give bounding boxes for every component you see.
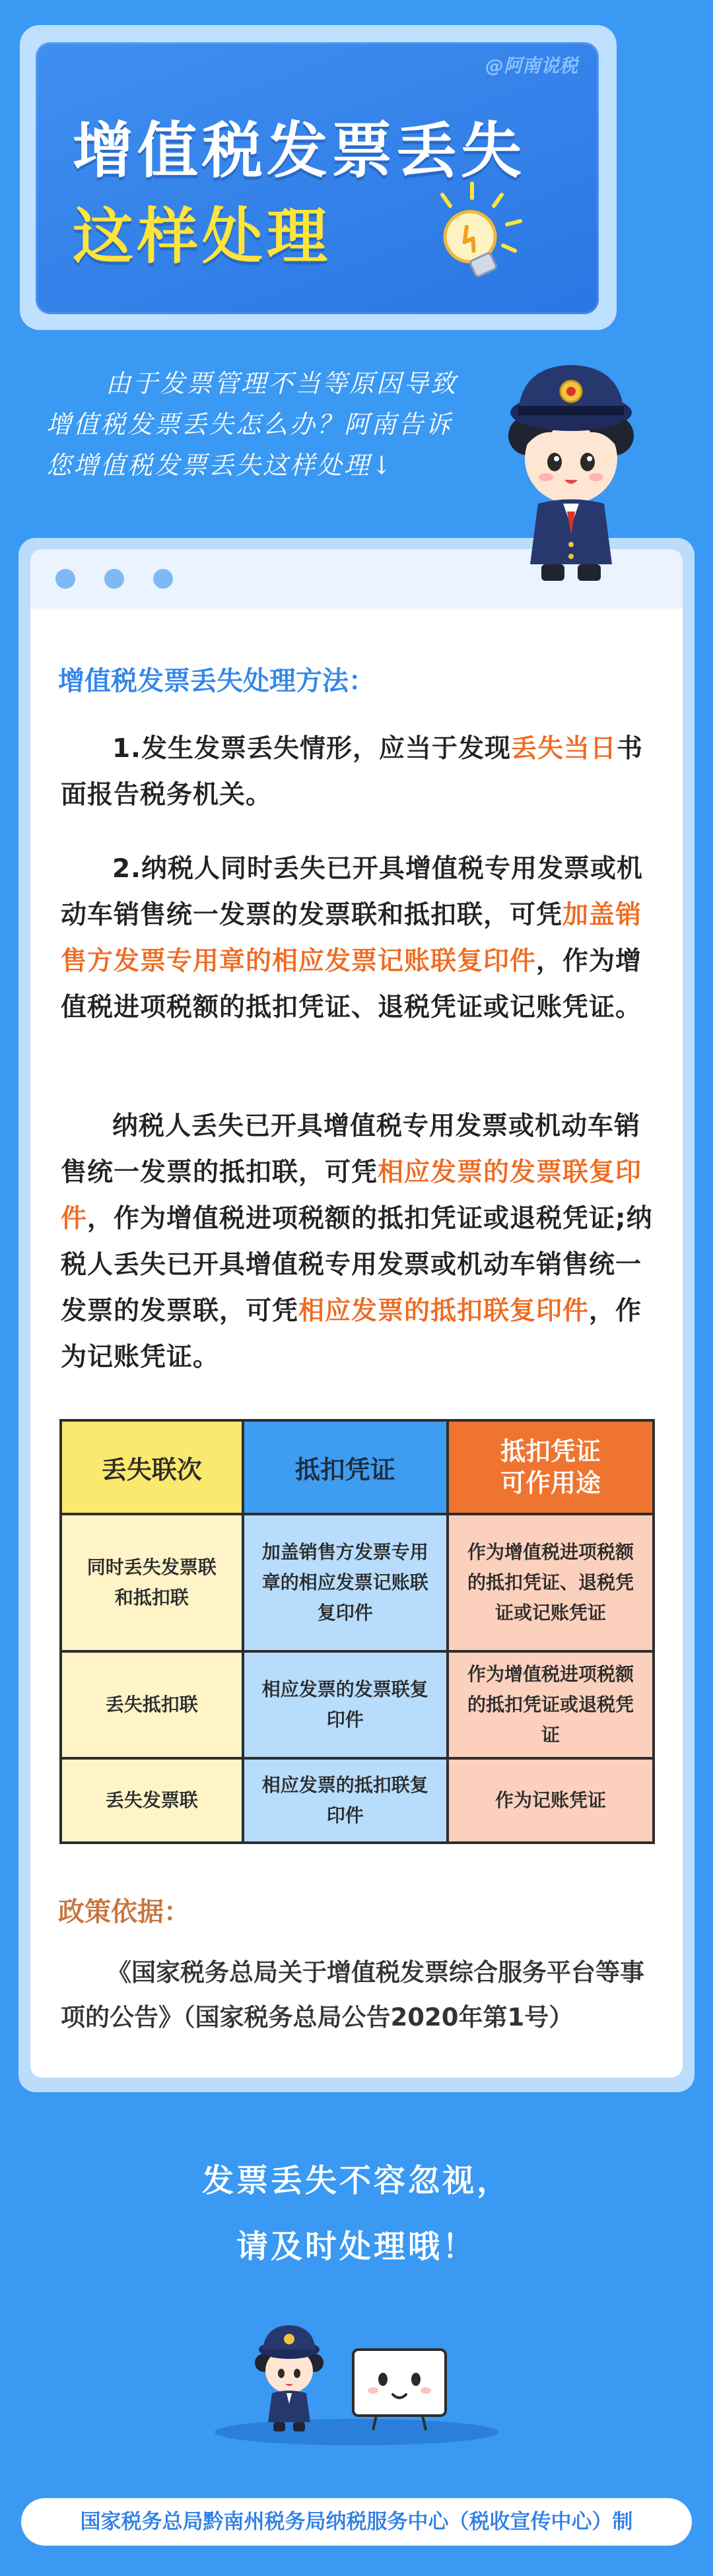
watermark: @阿南说税 (485, 55, 578, 77)
highlight-text: 加盖销售方发票专用章的相应发票记账联复印件 (61, 900, 642, 976)
policy-text: 《国家税务总局关于增值税发票综合服务平台等事项的公告》（国家税务总局公告2020年第1号） (61, 1958, 644, 2031)
intro-line: 增值税发票丢失怎么办？阿南告诉 (46, 410, 453, 439)
header-text: 抵扣凭证 (294, 1455, 395, 1484)
table-cell (448, 1514, 654, 1651)
page-title: 增值税发票丢失 (73, 116, 526, 186)
highlight-text: 丢失当日 (510, 734, 617, 764)
table-row (61, 1651, 654, 1758)
table-row (61, 1514, 654, 1651)
cell-text: 同时丢失发票联 和抵扣联 (86, 1556, 217, 1608)
cell-text: 相应发票的抵扣联复印件 (261, 1774, 428, 1826)
table-header (61, 1420, 243, 1514)
table-cell (448, 1651, 654, 1758)
table-cell (243, 1514, 448, 1651)
cell-text: 丢失抵扣联 (105, 1694, 198, 1715)
paragraph-text: ，作为增值税进项税额的抵扣凭证或退税凭证;纳税人丢失已开具增值税专用发票或机动车销售统一发票的发票联，可凭 (61, 1204, 653, 1326)
highlight-text: 相应发票的抵扣联复印件 (298, 1296, 590, 1326)
table-cell (448, 1758, 654, 1843)
closing-line-1: 发票丢失不容忽视， (201, 2162, 511, 2199)
page-subtitle: 这样处理 (73, 201, 332, 272)
tax-officer-mascot (492, 353, 650, 587)
paragraph-text: ，作为记账凭证。 (61, 1296, 642, 1372)
method-paragraph-2 (61, 846, 655, 1031)
cell-text: 作为记账凭证 (495, 1789, 607, 1811)
table-cell (61, 1514, 243, 1651)
table-header-row (61, 1420, 654, 1514)
cell-text: 相应发票的发票联复印件 (261, 1678, 428, 1731)
lightbulb-icon (416, 178, 528, 290)
paragraph-text: 1.发生发票丢失情形，应当于发现 (112, 734, 511, 764)
table-cell (61, 1758, 243, 1843)
intro-line: 您增值税发票丢失这样处理↓ (46, 451, 394, 480)
intro-text (46, 363, 502, 486)
header-text: 抵扣凭证 可作用途 (500, 1437, 601, 1498)
methods-heading: 增值税发票丢失处理方法： (58, 666, 375, 696)
window-dot (104, 569, 124, 589)
intro-line: 由于发票管理不当等原因导致 (106, 369, 458, 398)
table-header (243, 1420, 448, 1514)
policy-heading: 政策依据： (58, 1897, 190, 1927)
window-dot (153, 569, 173, 589)
footer-credit: 国家税务总局黔南州税务局纳税服务中心（税收宣传中心）制 (80, 2510, 633, 2534)
cell-text: 作为增值税进项税额的抵扣凭证、退税凭证或记账凭证 (467, 1541, 634, 1624)
loss-handling-table (59, 1419, 655, 1844)
mascot-and-invoice-illustration (205, 2310, 508, 2449)
method-paragraph-1 (61, 726, 655, 818)
paragraph-text: 书面报告税务机关。 (61, 734, 643, 810)
cell-text: 作为增值税进项税额的抵扣凭证或退税凭证 (467, 1663, 634, 1746)
cell-text: 丢失发票联 (105, 1789, 198, 1811)
paragraph-text: 2.纳税人同时丢失已开具增值税专用发票或机动车销售统一发票的发票联和抵扣联，可凭 (61, 854, 643, 930)
table-row (61, 1758, 654, 1843)
cell-text: 加盖销售方发票专用章的相应发票记账联复印件 (261, 1541, 428, 1624)
method-paragraph-3 (61, 1104, 655, 1381)
table-cell (61, 1651, 243, 1758)
table-cell (243, 1651, 448, 1758)
header-text: 丢失联次 (101, 1455, 202, 1484)
paragraph-text: ，作为增值税进项税额的抵扣凭证、退税凭证或记账凭证。 (61, 946, 642, 1022)
window-dot (55, 569, 75, 589)
highlight-text: 相应发票的发票联复印件 (61, 1158, 642, 1234)
paragraph-text: 纳税人丢失已开具增值税专用发票或机动车销售统一发票的抵扣联，可凭 (61, 1111, 641, 1187)
closing-line-2: 请及时处理哦！ (236, 2228, 477, 2265)
table-header (448, 1420, 654, 1514)
table-cell (243, 1758, 448, 1843)
